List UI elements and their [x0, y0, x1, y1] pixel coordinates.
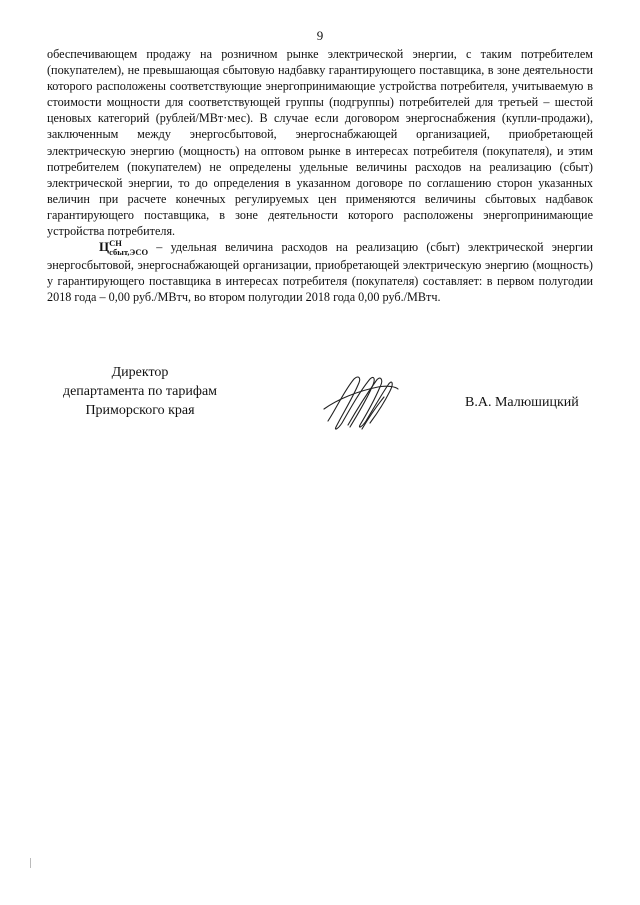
formula-symbol-superscript: СН: [109, 238, 122, 249]
paragraph-2-text: – удельная величина расходов на реализацию (сбыт) электрической энергии энергосбытовой, энергоснабжающей организации, приобретающей электрическую энергию (мощность) у гарантирующего поставщика в интересах потребителя (покупателя) составляет: в первом полугодии 2018 года – 0,00 руб./МВтч, во втором полугодии 2018 года 0,00 руб./МВтч.: [47, 240, 593, 305]
signer-position-line-2: департамента по тарифам: [62, 384, 218, 399]
formula-symbol-indices: [109, 239, 148, 257]
formula-symbol-subscript: сбыт,ЭСО: [109, 247, 149, 258]
formula-symbol: [73, 239, 148, 257]
document-body: [47, 46, 593, 305]
handwritten-signature: [318, 369, 402, 433]
signer-name: В.А. Малюшицкий: [465, 395, 579, 410]
scan-margin-mark: [30, 858, 31, 868]
formula-symbol-base: Ц: [99, 239, 110, 255]
signer-position-line-3: Приморского края: [85, 403, 195, 418]
page-number: 9: [316, 28, 324, 43]
paragraph-2: [47, 239, 593, 305]
signer-position: [40, 363, 240, 420]
signer-position-line-1: Директор: [111, 365, 169, 380]
paragraph-1: обеспечивающем продажу на розничном рынке электрической энергии, с таким потребителем (покупателем), не превышающая сбытовую надбавку гарантирующего поставщика, в зоне деятельности которого расположены соответствующие энергопринимающие устройства потребителя, учитываемую в стоимости мощности для соответствующей группы (подгруппы) потребителей для третьей – шестой ценовых категорий (рублей/МВт·мес). В случае если договором энергоснабжения (купли-продажи), заключенным между энергосбытовой, энергоснабжающей организацией, приобретающей электрическую энергию (мощность) на оптовом рынке в интересах потребителя (покупателя), и этим потребителем (покупателем) не определены удельные величины расходов на реализацию (сбыт) электрической энергии, то до определения в указанном договоре по соглашению сторон указанных величин при расчете конечных регулируемых цен применяются величины сбытовых надбавок гарантирующего поставщика, в зоне деятельности которого расположены энергопринимающие устройства потребителя.: [47, 47, 593, 239]
signature-block: [0, 363, 640, 433]
